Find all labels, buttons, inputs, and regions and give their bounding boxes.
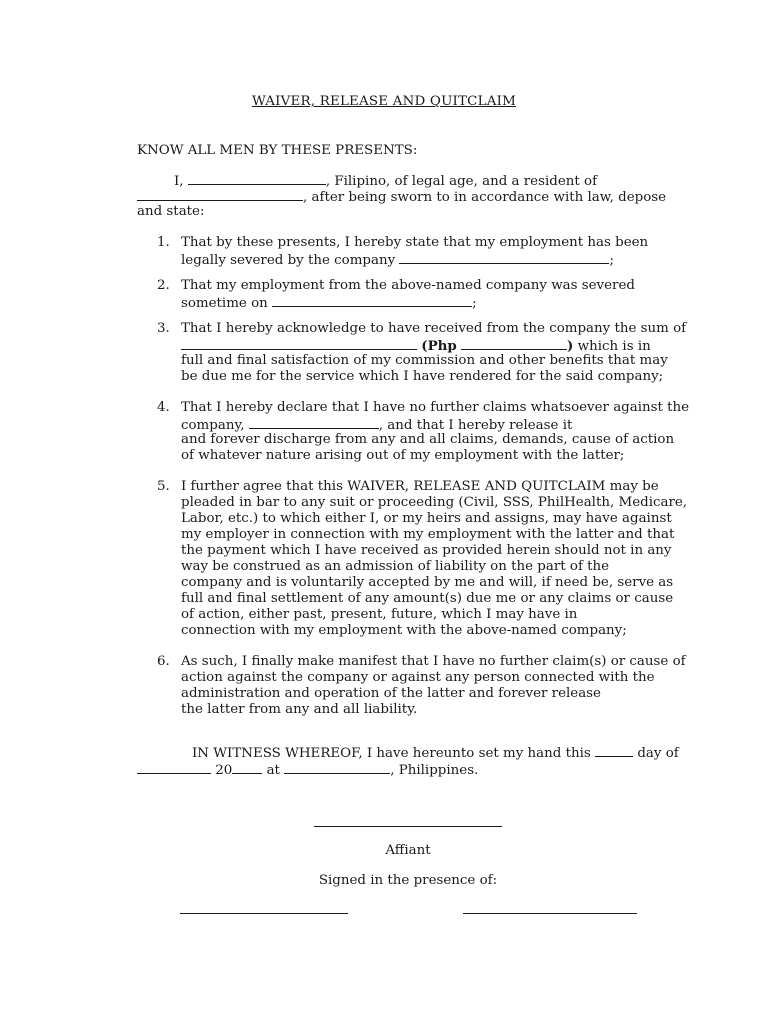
presence-label: Signed in the presence of:: [318, 873, 498, 888]
name-blank[interactable]: [188, 172, 326, 185]
witness-signature-line-1[interactable]: [180, 913, 348, 914]
affiant-signature-line[interactable]: [314, 826, 502, 827]
day-blank[interactable]: [595, 744, 633, 757]
item-number: 3.: [157, 321, 170, 336]
amount-words-blank[interactable]: [181, 337, 417, 350]
month-blank[interactable]: [137, 761, 211, 774]
item-number: 1.: [157, 235, 170, 250]
affiant-label: Affiant: [385, 843, 431, 858]
witness-line-2: 20 at , Philippines.: [137, 761, 478, 779]
intro-line-2: , after being sworn to in accordance with law, depose: [137, 188, 666, 206]
intro-line-3: and state:: [137, 204, 205, 219]
residence-blank[interactable]: [137, 188, 303, 201]
witness-signature-line-2[interactable]: [463, 913, 637, 914]
item-number: 5.: [157, 479, 170, 494]
intro-line-1: I, , Filipino, of legal age, and a resident of: [174, 174, 598, 189]
company-blank[interactable]: [399, 251, 609, 264]
item-number: 6.: [157, 654, 170, 669]
salutation: KNOW ALL MEN BY THESE PRESENTS:: [137, 143, 418, 158]
amount-php-blank[interactable]: [461, 337, 567, 350]
item-number: 2.: [157, 278, 170, 293]
year-blank[interactable]: [232, 761, 262, 774]
item-number: 4.: [157, 400, 170, 415]
date-severed-blank[interactable]: [272, 294, 472, 307]
document-page: WAIVER, RELEASE AND QUITCLAIM KNOW ALL MEN BY THESE PRESENTS: I, , Filipino, of legal age, and a resident of , after being sworn to in accordance with law, depose and state: 1. That by these presents, I hereby state that my employment has been legally severed by the company ; 2. That my employment from the above-named company was severed sometime on ; 3. That I hereby acknowledge to have received from the company the sum of (Php ) which is in full and final satisfaction of my commission and other benefits that may be due me for the service which I have rendered for the said company; 4. That I hereby declare that I have no further claims whatsoever against the company, , and that I hereby release it and forever discharge from any and all claims, demands, cause of action of whatever nature arising out of my employment with the latter; 5. I further agree that this WAIVER, RELEASE AND QUITCLAIM may be pleaded in bar to any suit or proceeding (Civil, SSS, PhilHealth, Medicare, Labor, etc.) to which either I, or my heirs and assigns, may have against my employer in connection with my employment with the latter and that the payment which I have received as provided herein should not in any way be construed as an admission of liability on the part of the company and is voluntarily accepted by me and will, if need be, serve as full and final settlement of any amount(s) due me or any claims or cause of action, either past, present, future, which I may have in connection with my employment with the above-named company; 6. As such, I finally make manifest that I have no further claim(s) or cause of action against the company or against any person connected with the administration and operation of the latter and forever release the latter from any and all liability. IN WITNESS WHEREOF, I have hereunto set my hand this day of 20 at , Philippines. Affiant Signed in the presence of:: [0, 0, 768, 1024]
company-name-blank[interactable]: [249, 416, 379, 429]
place-blank[interactable]: [284, 761, 390, 774]
witness-line-1: IN WITNESS WHEREOF, I have hereunto set my hand this day of: [192, 746, 679, 761]
document-title: WAIVER, RELEASE AND QUITCLAIM: [252, 94, 516, 109]
